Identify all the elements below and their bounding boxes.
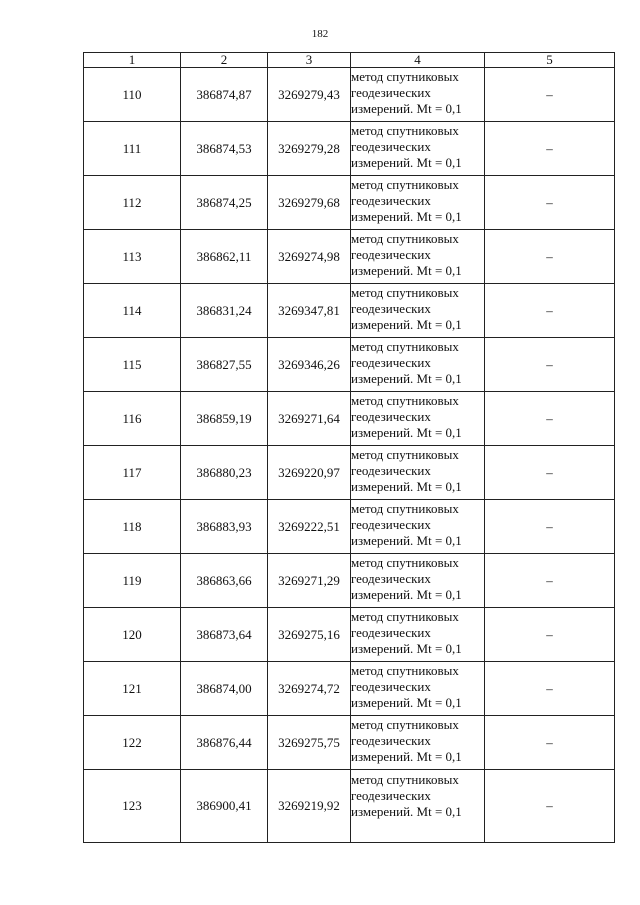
x-coordinate-cell: 386874,87 — [181, 68, 268, 122]
method-line: метод спутниковых — [351, 393, 459, 408]
y-coordinate-cell: 3269279,28 — [268, 122, 351, 176]
method-cell — [351, 770, 485, 843]
table-row — [84, 68, 615, 122]
point-number-cell: 122 — [84, 716, 181, 770]
note-cell: – — [485, 770, 615, 843]
y-coordinate-cell: 3269220,97 — [268, 446, 351, 500]
method-line: метод спутниковых — [351, 123, 459, 138]
method-line: метод спутниковых — [351, 447, 459, 462]
method-line: измерений. Mt = 0,1 — [351, 317, 462, 332]
table-row — [84, 284, 615, 338]
y-coordinate-cell: 3269347,81 — [268, 284, 351, 338]
method-line: геодезических — [351, 355, 431, 370]
point-number-cell: 113 — [84, 230, 181, 284]
table-row — [84, 662, 615, 716]
method-line: измерений. Mt = 0,1 — [351, 263, 462, 278]
point-number-cell: 118 — [84, 500, 181, 554]
point-number-cell: 110 — [84, 68, 181, 122]
method-cell — [351, 176, 485, 230]
x-coordinate-cell: 386831,24 — [181, 284, 268, 338]
method-cell — [351, 608, 485, 662]
y-coordinate-cell: 3269279,43 — [268, 68, 351, 122]
x-coordinate-cell: 386883,93 — [181, 500, 268, 554]
method-line: метод спутниковых — [351, 285, 459, 300]
method-cell — [351, 500, 485, 554]
y-coordinate-cell: 3269219,92 — [268, 770, 351, 843]
method-line: геодезических — [351, 788, 431, 803]
y-coordinate-cell: 3269271,64 — [268, 392, 351, 446]
y-coordinate-cell: 3269271,29 — [268, 554, 351, 608]
method-line: метод спутниковых — [351, 69, 459, 84]
note-cell: – — [485, 284, 615, 338]
y-coordinate-cell: 3269275,75 — [268, 716, 351, 770]
method-line: измерений. Mt = 0,1 — [351, 804, 462, 819]
method-cell — [351, 554, 485, 608]
method-line: метод спутниковых — [351, 177, 459, 192]
y-coordinate-cell: 3269274,98 — [268, 230, 351, 284]
table-row — [84, 392, 615, 446]
table-row — [84, 716, 615, 770]
note-cell: – — [485, 554, 615, 608]
method-cell — [351, 122, 485, 176]
column-header-2: 2 — [181, 53, 268, 68]
point-number-cell: 115 — [84, 338, 181, 392]
method-line: измерений. Mt = 0,1 — [351, 533, 462, 548]
method-line: метод спутниковых — [351, 231, 459, 246]
method-line: метод спутниковых — [351, 663, 459, 678]
table-row — [84, 554, 615, 608]
table-row — [84, 500, 615, 554]
table-row — [84, 176, 615, 230]
table-row — [84, 608, 615, 662]
point-number-cell: 123 — [84, 770, 181, 843]
point-number-cell: 114 — [84, 284, 181, 338]
method-line: геодезических — [351, 409, 431, 424]
note-cell: – — [485, 338, 615, 392]
note-cell: – — [485, 68, 615, 122]
column-header-1: 1 — [84, 53, 181, 68]
method-line: измерений. Mt = 0,1 — [351, 479, 462, 494]
note-cell: – — [485, 122, 615, 176]
method-cell — [351, 446, 485, 500]
method-line: метод спутниковых — [351, 609, 459, 624]
column-header-3: 3 — [268, 53, 351, 68]
x-coordinate-cell: 386874,25 — [181, 176, 268, 230]
method-line: геодезических — [351, 139, 431, 154]
method-line: метод спутниковых — [351, 501, 459, 516]
method-line: метод спутниковых — [351, 772, 459, 787]
point-number-cell: 111 — [84, 122, 181, 176]
table-row — [84, 338, 615, 392]
x-coordinate-cell: 386880,23 — [181, 446, 268, 500]
page-number: 182 — [311, 28, 329, 40]
y-coordinate-cell: 3269279,68 — [268, 176, 351, 230]
y-coordinate-cell: 3269275,16 — [268, 608, 351, 662]
x-coordinate-cell: 386873,64 — [181, 608, 268, 662]
table-body — [84, 68, 615, 843]
x-coordinate-cell: 386862,11 — [181, 230, 268, 284]
point-number-cell: 121 — [84, 662, 181, 716]
method-line: геодезических — [351, 571, 431, 586]
method-line: измерений. Mt = 0,1 — [351, 371, 462, 386]
method-line: геодезических — [351, 733, 431, 748]
note-cell: – — [485, 230, 615, 284]
method-line: измерений. Mt = 0,1 — [351, 209, 462, 224]
point-number-cell: 112 — [84, 176, 181, 230]
y-coordinate-cell: 3269274,72 — [268, 662, 351, 716]
x-coordinate-cell: 386900,41 — [181, 770, 268, 843]
method-line: метод спутниковых — [351, 555, 459, 570]
method-cell — [351, 392, 485, 446]
method-line: измерений. Mt = 0,1 — [351, 425, 462, 440]
coordinates-table — [83, 52, 615, 843]
point-number-cell: 116 — [84, 392, 181, 446]
method-line: измерений. Mt = 0,1 — [351, 155, 462, 170]
table-row — [84, 770, 615, 843]
note-cell: – — [485, 500, 615, 554]
y-coordinate-cell: 3269346,26 — [268, 338, 351, 392]
method-line: метод спутниковых — [351, 339, 459, 354]
method-line: геодезических — [351, 247, 431, 262]
table-row — [84, 122, 615, 176]
column-header-5: 5 — [485, 53, 615, 68]
method-line: геодезических — [351, 301, 431, 316]
x-coordinate-cell: 386859,19 — [181, 392, 268, 446]
method-line: геодезических — [351, 625, 431, 640]
method-line: измерений. Mt = 0,1 — [351, 587, 462, 602]
point-number-cell: 117 — [84, 446, 181, 500]
method-cell — [351, 716, 485, 770]
table-row — [84, 230, 615, 284]
x-coordinate-cell: 386863,66 — [181, 554, 268, 608]
column-header-4: 4 — [351, 53, 485, 68]
x-coordinate-cell: 386876,44 — [181, 716, 268, 770]
method-line: геодезических — [351, 85, 431, 100]
method-cell — [351, 338, 485, 392]
note-cell: – — [485, 176, 615, 230]
method-line: геодезических — [351, 517, 431, 532]
method-line: измерений. Mt = 0,1 — [351, 749, 462, 764]
x-coordinate-cell: 386827,55 — [181, 338, 268, 392]
method-line: измерений. Mt = 0,1 — [351, 101, 462, 116]
y-coordinate-cell: 3269222,51 — [268, 500, 351, 554]
point-number-cell: 119 — [84, 554, 181, 608]
method-line: измерений. Mt = 0,1 — [351, 641, 462, 656]
method-line: геодезических — [351, 463, 431, 478]
method-cell — [351, 284, 485, 338]
method-cell — [351, 662, 485, 716]
note-cell: – — [485, 392, 615, 446]
method-line: метод спутниковых — [351, 717, 459, 732]
point-number-cell: 120 — [84, 608, 181, 662]
method-line: геодезических — [351, 193, 431, 208]
note-cell: – — [485, 716, 615, 770]
method-line: геодезических — [351, 679, 431, 694]
x-coordinate-cell: 386874,00 — [181, 662, 268, 716]
method-line: измерений. Mt = 0,1 — [351, 695, 462, 710]
note-cell: – — [485, 608, 615, 662]
method-cell — [351, 68, 485, 122]
note-cell: – — [485, 446, 615, 500]
x-coordinate-cell: 386874,53 — [181, 122, 268, 176]
table-header-row — [84, 53, 615, 68]
table-row — [84, 446, 615, 500]
method-cell — [351, 230, 485, 284]
note-cell: – — [485, 662, 615, 716]
